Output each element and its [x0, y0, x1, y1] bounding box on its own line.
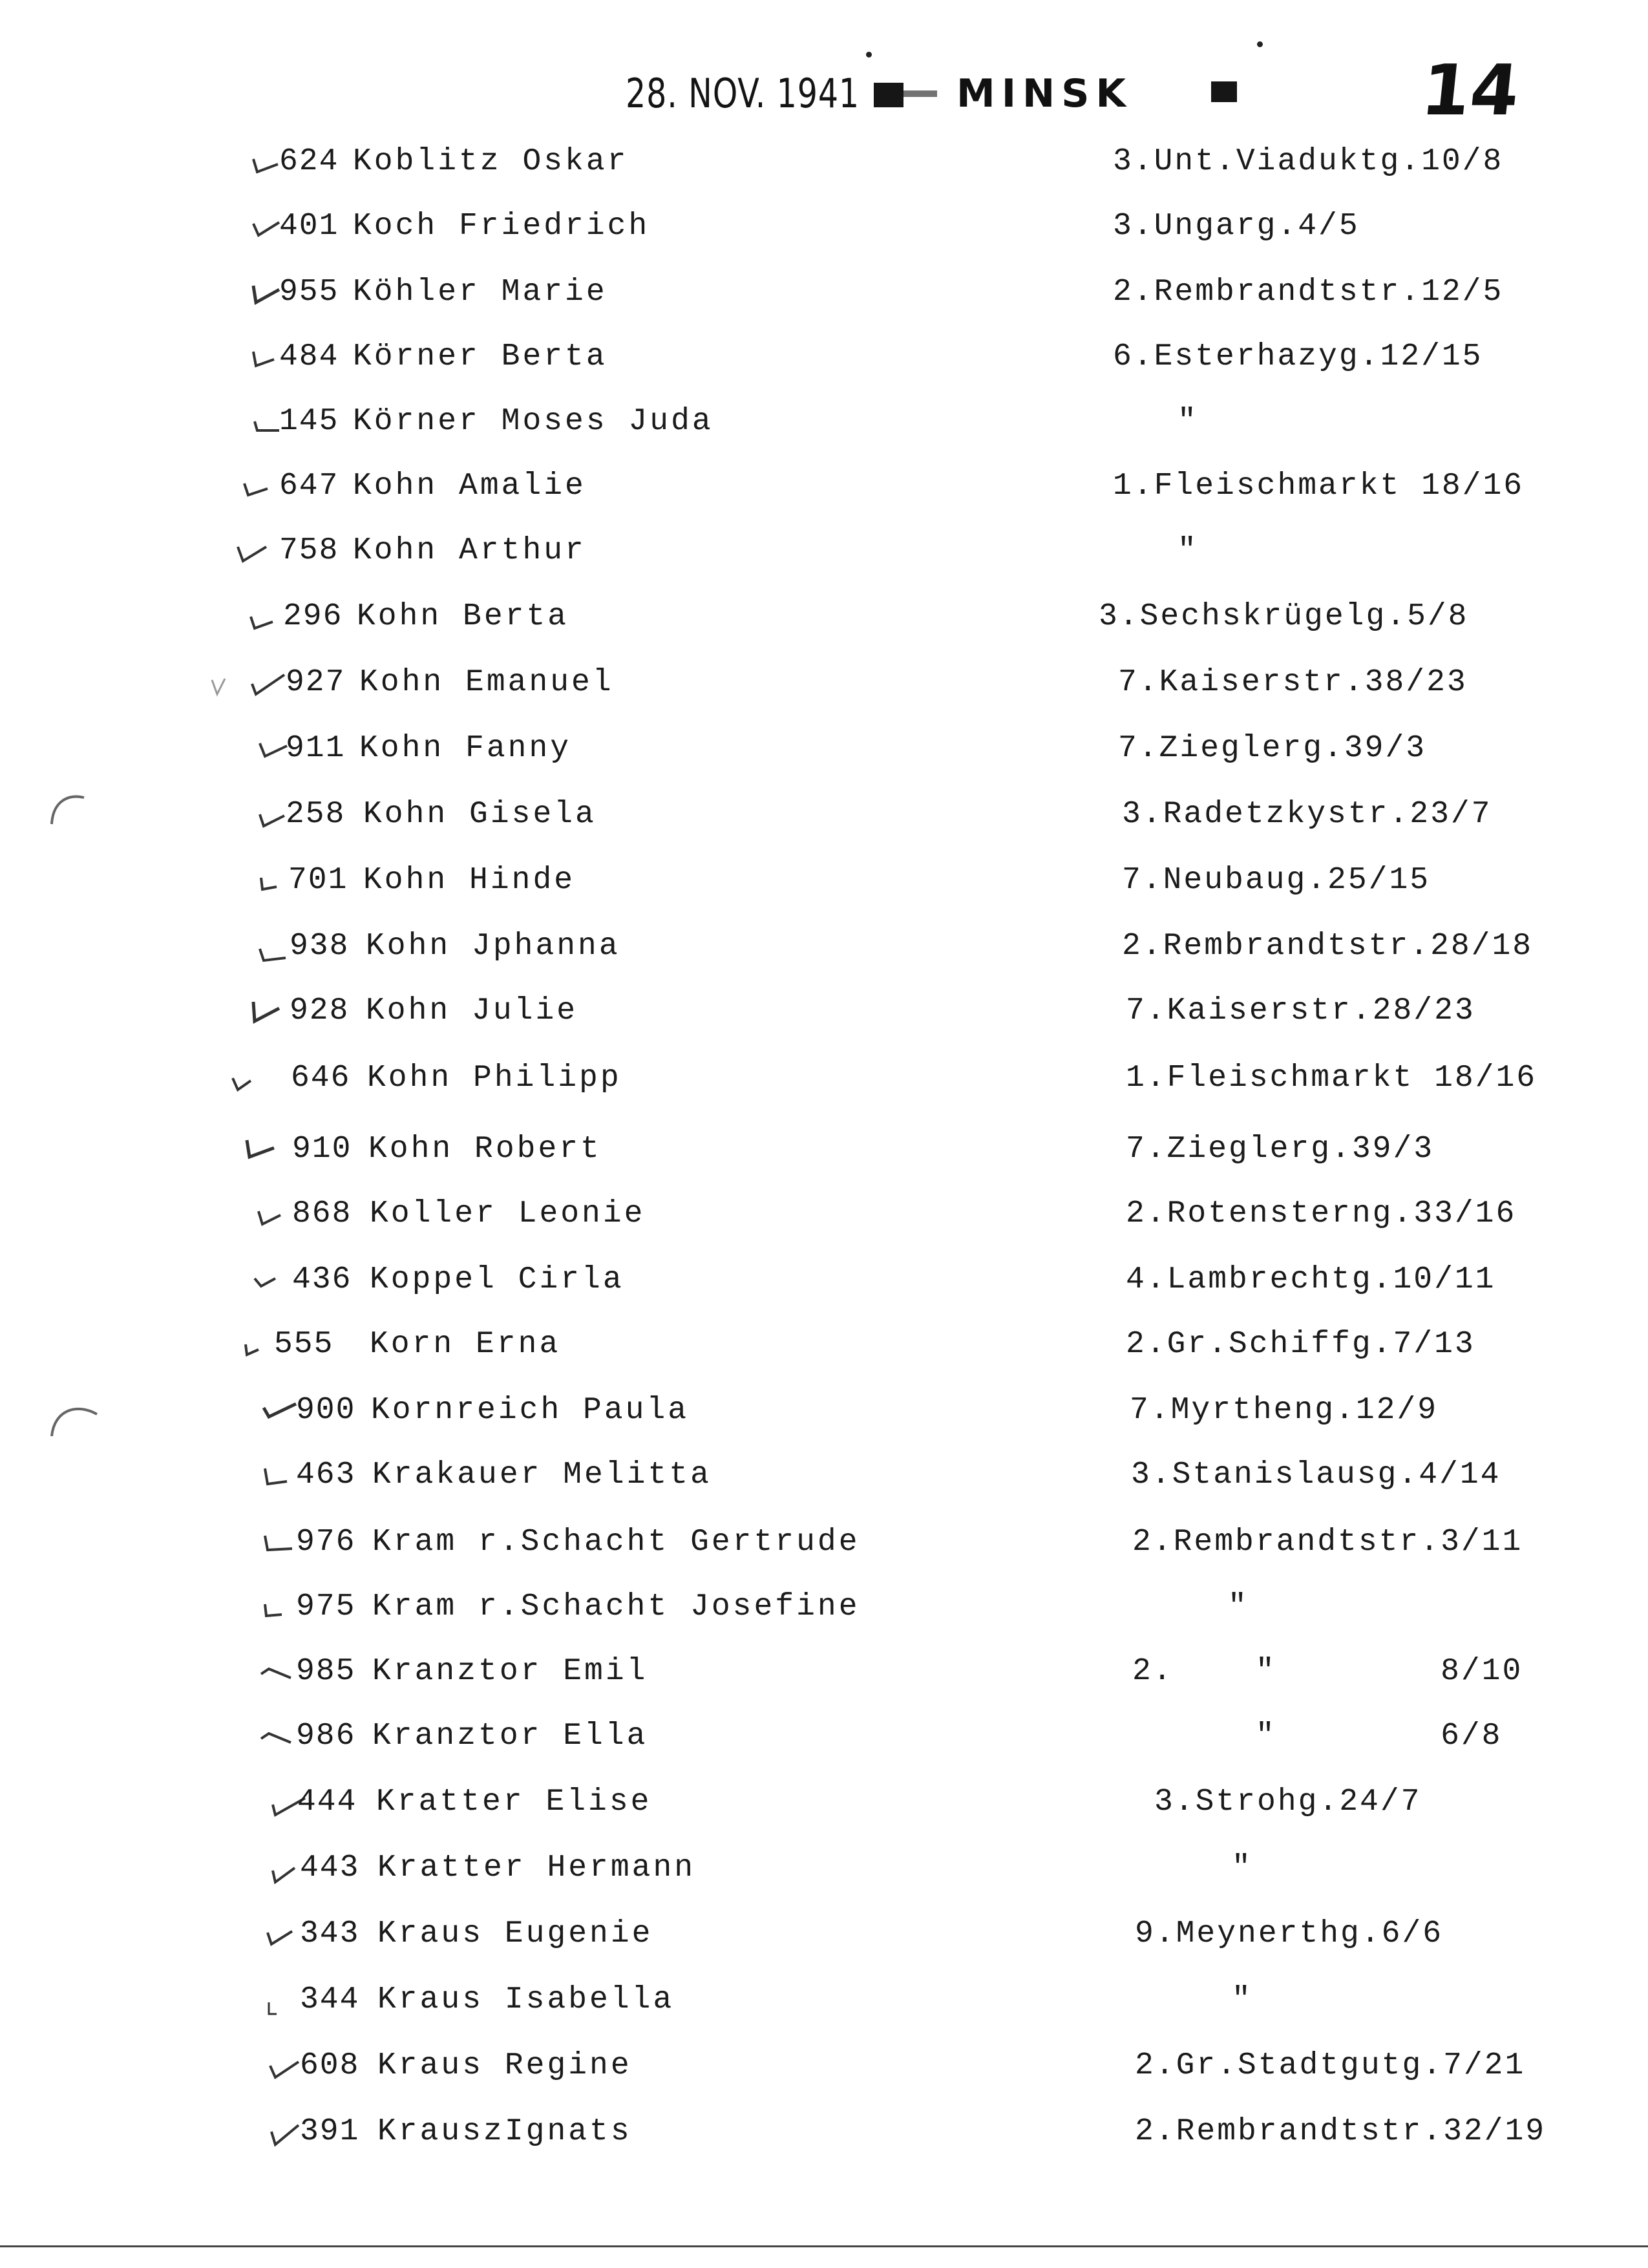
list-entry [0, 1710, 1648, 1762]
list-entry [0, 331, 1648, 383]
check-mark-icon [259, 1516, 300, 1568]
entry-name: Körner Berta [353, 339, 607, 374]
list-entry [0, 854, 1648, 906]
entry-name: Körner Moses Juda [353, 404, 713, 439]
entry-name: Kohn Fanny [359, 731, 572, 766]
entry-address: " [1178, 533, 1198, 568]
entry-number: 391 [300, 2114, 360, 2149]
list-entry [0, 2106, 1648, 2157]
entry-address: 2.Rembrandtstr.32/19 [1135, 2114, 1547, 2149]
entry-address: 1.Fleischmarkt 18/16 [1126, 1061, 1537, 1096]
check-mark-icon [256, 1710, 297, 1762]
list-entry [0, 1908, 1648, 1960]
entry-name: Kraus Isabella [377, 1982, 675, 2017]
page-edge-line [0, 2245, 1648, 2247]
entry-number: 975 [296, 1589, 356, 1624]
list-entry [0, 1581, 1648, 1633]
entry-number: 463 [296, 1457, 356, 1492]
entry-name: Kohn Julie [366, 993, 578, 1028]
entry-number: 928 [290, 993, 350, 1028]
list-entry [0, 136, 1648, 187]
list-entry [0, 1516, 1648, 1568]
list-entry [0, 723, 1648, 774]
entry-number: 927 [286, 665, 346, 700]
entry-number: 344 [300, 1982, 360, 2017]
list-entry [0, 525, 1648, 577]
list-entry [0, 789, 1648, 840]
entry-name: Kohn Berta [357, 599, 569, 634]
entry-number: 868 [292, 1196, 352, 1231]
entry-number: 900 [296, 1393, 356, 1428]
entry-address: 4.Lambrechtg.10/11 [1126, 1262, 1496, 1297]
entry-address: 1.Fleischmarkt 18/16 [1113, 469, 1525, 503]
entry-address: 3.Radetzkystr.23/7 [1122, 797, 1492, 832]
entry-address: 2.Rembrandtstr.12/5 [1113, 275, 1504, 310]
entry-address: 2.Rembrandtstr.28/18 [1122, 929, 1534, 964]
list-entry [0, 1052, 1648, 1104]
entry-number: 444 [297, 1785, 357, 1819]
entry-address: " [1178, 404, 1198, 439]
stamp-mark [874, 83, 903, 107]
check-mark-icon [233, 525, 274, 577]
entry-number: 296 [283, 599, 343, 634]
list-entry [0, 657, 1648, 708]
entry-name: Kranztor Ella [372, 1719, 648, 1754]
entry-address: 7.Zieglerg.39/3 [1118, 731, 1427, 766]
check-mark-icon [239, 460, 280, 512]
entry-name: Kohn Emanuel [359, 665, 614, 700]
entry-name: Kraus Eugenie [377, 1916, 653, 1951]
entry-name: Kram r.Schacht Gertrude [372, 1525, 860, 1560]
entry-name: Köhler Marie [353, 275, 607, 310]
entry-name: Kram r.Schacht Josefine [372, 1589, 860, 1624]
entry-name: Kohn Jphanna [366, 929, 620, 964]
entry-name: Koch Friedrich [353, 209, 650, 244]
entry-number: 701 [288, 863, 348, 898]
list-entry [0, 920, 1648, 972]
entry-address: 2. " 8/10 [1132, 1654, 1523, 1689]
check-mark-icon [253, 1188, 295, 1240]
entry-number: 646 [291, 1061, 351, 1096]
check-mark-icon [227, 1052, 269, 1104]
entry-name: Kohn Philipp [367, 1061, 622, 1096]
entry-address: 7.Neubaug.25/15 [1122, 863, 1431, 898]
entry-address: 9.Meynerthg.6/6 [1135, 1916, 1444, 1951]
list-entry [0, 2040, 1648, 2092]
entry-name: Kohn Gisela [363, 797, 597, 832]
check-mark-icon [262, 1908, 304, 1960]
entry-number: 976 [296, 1525, 356, 1560]
entry-number: 608 [300, 2048, 360, 2083]
check-mark-icon [249, 1254, 291, 1306]
list-entry [0, 1974, 1648, 2026]
entry-address: " [1228, 1589, 1249, 1624]
check-mark-icon [248, 657, 290, 708]
entry-name: Kohn Robert [368, 1132, 602, 1167]
entry-address: 3.Sechskrügelg.5/8 [1099, 599, 1469, 634]
entry-address: 6.Esterhazyg.12/15 [1113, 339, 1483, 374]
entry-name: Koller Leonie [370, 1196, 646, 1231]
punch-dot [1257, 41, 1263, 47]
list-entry [0, 1646, 1648, 1697]
list-entry [0, 1188, 1648, 1240]
check-mark-icon [259, 1449, 300, 1501]
list-entry [0, 1254, 1648, 1306]
destination-city: MINSK [956, 71, 1132, 116]
stamp-mark [1211, 81, 1237, 102]
entry-name: KrauszIgnats [377, 2114, 632, 2149]
check-mark-icon [259, 1974, 300, 2026]
check-mark-icon [260, 1384, 301, 1436]
entry-number: 624 [279, 144, 339, 179]
entry-address: " [1232, 1850, 1252, 1885]
entry-address: 2.Rotensterng.33/16 [1126, 1196, 1517, 1231]
entry-name: Korn Erna [370, 1327, 561, 1362]
entry-name: Kohn Arthur [353, 533, 586, 568]
entry-number: 484 [279, 339, 339, 374]
list-entry [0, 1319, 1648, 1370]
entry-number: 436 [292, 1262, 352, 1297]
list-entry [0, 1384, 1648, 1436]
entry-address: 3.Unt.Viaduktg.10/8 [1113, 144, 1504, 179]
check-mark-icon [207, 657, 248, 708]
list-entry [0, 1842, 1648, 1894]
entry-number: 443 [300, 1850, 360, 1885]
entry-number: 555 [274, 1327, 334, 1362]
list-entry [0, 985, 1648, 1037]
entry-address: 2.Gr.Stadtgutg.7/21 [1135, 2048, 1526, 2083]
entry-name: Kratter Hermann [377, 1850, 696, 1885]
list-entry [0, 460, 1648, 512]
entry-number: 758 [279, 533, 339, 568]
entry-address: 7.Kaiserstr.28/23 [1126, 993, 1475, 1028]
entry-address: 3.Ungarg.4/5 [1113, 209, 1360, 244]
entry-name: Koppel Cirla [370, 1262, 624, 1297]
entry-number: 401 [279, 209, 339, 244]
list-entry [0, 200, 1648, 252]
list-entry [0, 266, 1648, 318]
entry-name: Kratter Elise [376, 1785, 652, 1819]
entry-number: 258 [286, 797, 346, 832]
check-mark-icon [247, 985, 288, 1037]
entry-number: 938 [290, 929, 350, 964]
entry-address: 2.Rembrandtstr.3/11 [1132, 1525, 1523, 1560]
entry-address: 3.Stanislausg.4/14 [1131, 1457, 1501, 1492]
entry-name: Krakauer Melitta [372, 1457, 712, 1492]
entry-address: 7.Zieglerg.39/3 [1126, 1132, 1435, 1167]
entry-address: 2.Gr.Schiffg.7/13 [1126, 1327, 1475, 1362]
check-mark-icon [246, 591, 287, 642]
list-entry [0, 591, 1648, 642]
list-entry [0, 1449, 1648, 1501]
list-entry [0, 396, 1648, 447]
entry-name: Kranztor Emil [372, 1654, 648, 1689]
entry-address: 3.Strohg.24/7 [1154, 1785, 1422, 1819]
entry-address: 7.Kaiserstr.38/23 [1118, 665, 1468, 700]
entry-name: Kraus Regine [377, 2048, 632, 2083]
entry-name: Kohn Amalie [353, 469, 586, 503]
entry-number: 343 [300, 1916, 360, 1951]
entry-address: 7.Myrtheng.12/9 [1130, 1393, 1439, 1428]
entry-number: 647 [279, 469, 339, 503]
punch-dot [866, 52, 872, 58]
entry-name: Kornreich Paula [371, 1393, 690, 1428]
stamp-mark [903, 90, 937, 97]
entry-number: 955 [279, 275, 339, 310]
entry-name: Koblitz Oskar [353, 144, 629, 179]
check-mark-icon [256, 1646, 297, 1697]
entry-number: 910 [292, 1132, 352, 1167]
list-entry [0, 1776, 1648, 1828]
entry-number: 985 [296, 1654, 356, 1689]
page-number: 14 [1417, 50, 1523, 131]
entry-number: 145 [279, 404, 339, 439]
entry-address: " 6/8 [1132, 1719, 1503, 1754]
entry-name: Kohn Hinde [363, 863, 576, 898]
entry-address: " [1232, 1982, 1252, 2017]
check-mark-icon [259, 1581, 300, 1633]
check-mark-icon [240, 1123, 282, 1175]
entry-number: 986 [296, 1719, 356, 1754]
list-entry [0, 1123, 1648, 1175]
entry-number: 911 [286, 731, 346, 766]
date-stamp: 28. NOV. 1941 [626, 70, 860, 117]
